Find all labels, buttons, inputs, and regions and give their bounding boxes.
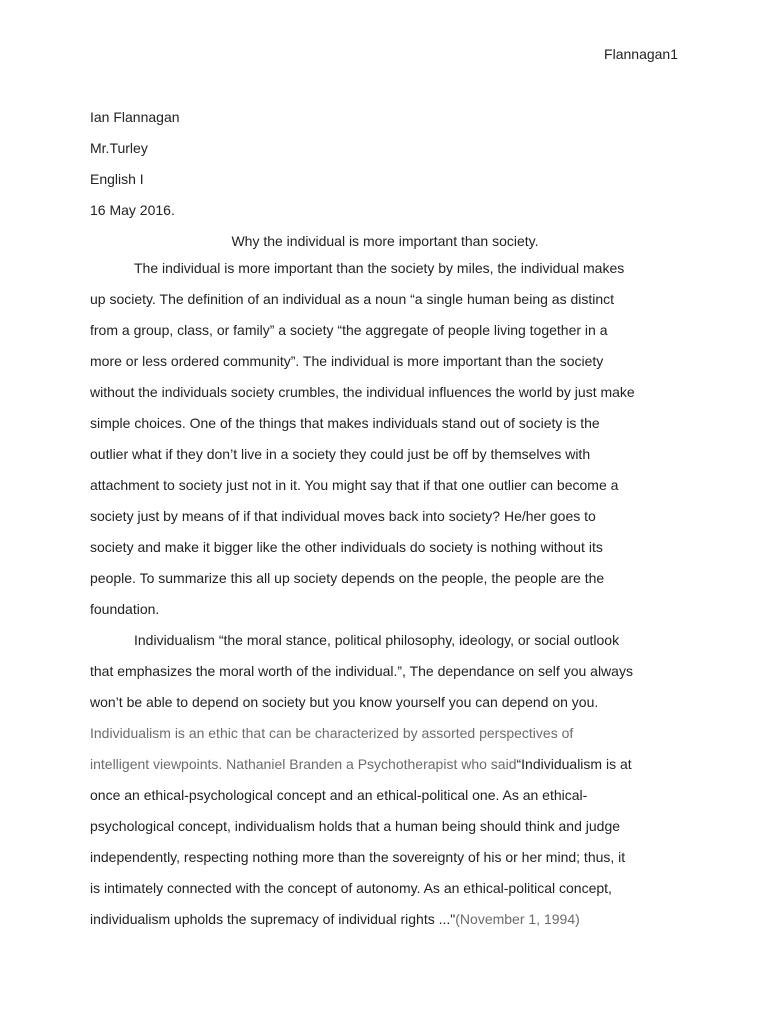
paragraph-line: foundation. [90,601,160,617]
teacher-name: Mr.Turley [90,140,148,156]
text-span: intelligent viewpoints. Nathaniel Branden a Psychotherapist [90,756,462,772]
paragraph-line: people. To summarize this all up society depends on the people, the people are the [90,570,605,586]
paragraph-line: attachment to society just not in it. You might say that if that one outlier can become a [90,477,619,493]
paragraph-line: The individual is more important than the society by miles, the individual makes [134,260,625,276]
paragraph-line: simple choices. One of the things that makes individuals stand out of society is the [90,415,600,431]
paragraph-line: independently, respecting nothing more than the sovereignty of his or her mind; thus, it [90,849,626,865]
paragraph-line: outlier what if they don’t live in a society they could just be off by themselves with [90,446,591,462]
paragraph-line: once an ethical-psychological concept and an ethical-political one. As an ethical- [90,787,588,803]
essay-body [90,253,680,935]
paragraph-line: society and make it bigger like the other individuals do society is nothing without its [90,539,603,555]
paragraph-line: Individualism is an ethic that can be characterized by assorted perspectives of [90,725,574,741]
essay-date: 16 May 2016. [90,202,175,218]
paragraph-line [90,904,680,935]
paragraph-line: without the individuals society crumbles, the individual influences the world by just make [90,384,635,400]
quote-span: individualism upholds the supremacy of individual rights ..." [90,911,456,927]
essay-title: Why the individual is more important than society. [231,233,539,249]
mla-heading [90,102,680,257]
paragraph-line: more or less ordered community”. The individual is more important than the society [90,353,604,369]
paragraph-line: society just by means of if that individual moves back into society? He/her goes to [90,508,596,524]
citation: (November 1, 1994) [455,911,580,927]
student-name: Ian Flannagan [90,109,180,125]
paragraph-line: psychological concept, individualism holds that a human being should think and judge [90,818,621,834]
paragraph-line: is intimately connected with the concept of autonomy. As an ethical-political concept, [90,880,612,896]
paragraph-line [90,749,680,780]
paragraph-line: Individualism “the moral stance, political philosophy, ideology, or social outlook [134,632,620,648]
paragraph-line: up society. The definition of an individual as a noun “a single human being as distinct [90,291,615,307]
paragraph-line: that emphasizes the moral worth of the individual.”, The dependance on self you always [90,663,633,679]
paragraph-line: from a group, class, or family” a society “the aggregate of people living together in a [90,322,608,338]
running-head: Flannagan1 [604,46,678,62]
paragraph-line: won’t be able to depend on society but you know yourself you can depend on you. [90,694,599,710]
text-span: who said [461,756,517,772]
course-name: English I [90,171,144,187]
quote-span: “Individualism is at [516,756,632,772]
